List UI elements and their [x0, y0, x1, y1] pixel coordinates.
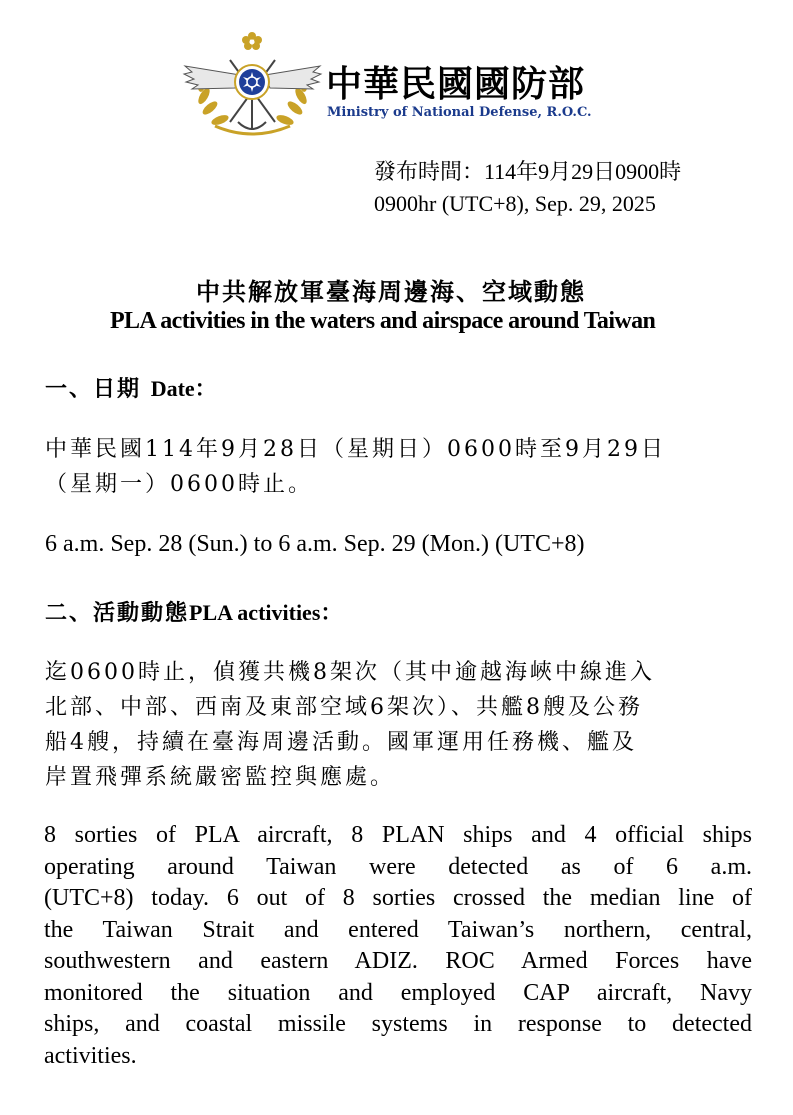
- release-time-en: 0900hr (UTC+8), Sep. 29, 2025: [374, 191, 656, 216]
- section-date-heading-en: Date: [150, 376, 195, 401]
- section-activities-heading-zh: 二、活動動態: [45, 600, 190, 626]
- section-activities-en-line: operating around Taiwan were detected as of 6 a.m.: [44, 853, 752, 880]
- section-activities-en-line: activities.: [44, 1042, 137, 1069]
- section-activities-en-line: 8 sorties of PLA aircraft, 8 PLAN ships and 4 official ships: [44, 822, 752, 848]
- section-date-zh-line: 中華民國114年9月28日（星期日）0600時至9月29日: [45, 437, 666, 462]
- section-date-zh-line: （星期一）0600時止。: [45, 472, 313, 497]
- section-activities-heading: [45, 596, 344, 627]
- title-en: PLA activities in the waters and airspace around Taiwan: [110, 308, 656, 334]
- section-activities-en-line: monitored the situation and employed CAP aircraft, Navy: [44, 979, 752, 1006]
- release-time-zh: 發布時間：114年9月29日0900時: [374, 159, 682, 184]
- org-name-zh: 中華民國國防部: [326, 64, 586, 105]
- section-activities-heading-colon: ：: [320, 600, 345, 626]
- section-activities-en-line: ships, and coastal missile systems in response to detected: [44, 1011, 752, 1037]
- org-name-en: Ministry of National Defense, R.O.C.: [327, 105, 592, 120]
- section-date-heading-colon: ：: [194, 376, 219, 402]
- mnd-emblem-icon: [180, 30, 325, 140]
- section-date-zh: [45, 432, 755, 502]
- section-activities-en-line: the Taiwan Strait and entered Taiwan’s northern, central,: [44, 916, 752, 943]
- section-activities-en-line: southwestern and eastern ADIZ. ROC Armed Forces have: [44, 948, 752, 974]
- title-zh: 中共解放軍臺海周邊海、空域動態: [196, 277, 586, 306]
- section-activities-zh-line: 北部、中部、西南及東部空域6架次）、共艦8艘及公務: [45, 695, 643, 720]
- section-activities-zh-line: 迄0600時止，偵獲共機8架次（其中逾越海峽中線進入: [45, 660, 655, 685]
- section-date-heading-zh: 一、日期: [45, 376, 142, 402]
- section-activities-zh-line: 岸置飛彈系統嚴密監控與應處。: [45, 765, 396, 790]
- letterhead: [180, 30, 640, 140]
- section-activities-heading-en: PLA activities: [189, 600, 321, 625]
- section-activities-zh: [45, 655, 755, 795]
- section-activities-en-line: (UTC+8) today. 6 out of 8 sorties crossed the median line of: [44, 885, 752, 911]
- section-date-en: 6 a.m. Sep. 28 (Sun.) to 6 a.m. Sep. 29 (Mon.) (UTC+8): [45, 531, 585, 557]
- section-date-heading: [45, 372, 219, 403]
- section-activities-en: [44, 820, 752, 1072]
- section-activities-zh-line: 船4艘，持續在臺海周邊活動。國軍運用任務機、艦及: [45, 730, 637, 755]
- release-time: [374, 156, 681, 220]
